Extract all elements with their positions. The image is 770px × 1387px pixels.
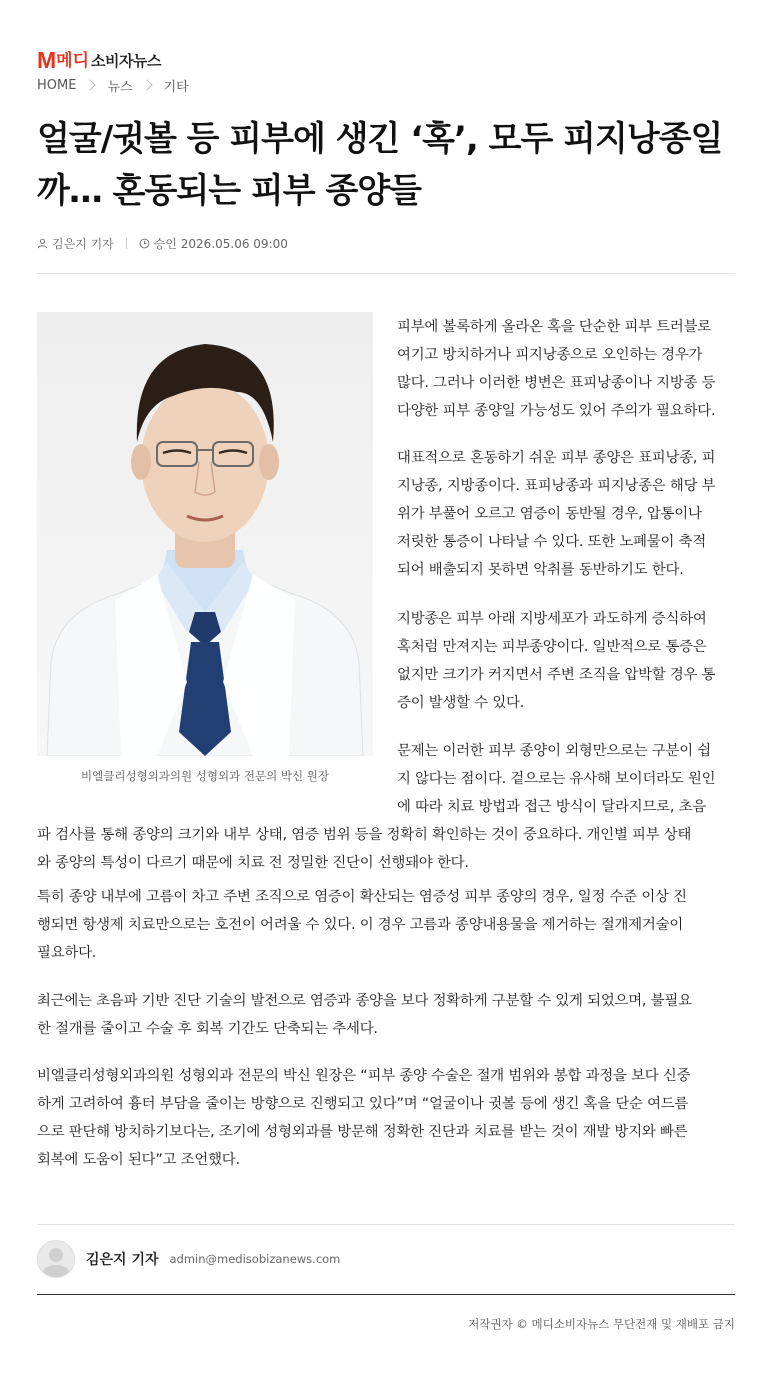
avatar bbox=[37, 1240, 75, 1278]
text-line: 저릿한 통증이 나타날 수 있다. 또한 노폐물이 축적 bbox=[397, 534, 707, 550]
text-line: 피부에 볼록하게 올라온 혹을 단순한 피부 트러블로 bbox=[397, 319, 711, 335]
text-line: 회복에 도움이 된다”고 조언했다. bbox=[37, 1152, 240, 1168]
chevron-right-icon bbox=[141, 79, 152, 90]
text-line: 와 종양의 특성이 다르기 때문에 치료 전 정밀한 진단이 선행돼야 한다. bbox=[37, 855, 469, 871]
paragraph-1 bbox=[397, 313, 715, 425]
person-icon bbox=[37, 238, 48, 249]
paragraph-3 bbox=[397, 605, 715, 717]
text-line: 많다. 그러나 이러한 병변은 표피낭종이나 지방종 등 bbox=[397, 375, 716, 391]
reporter-name[interactable]: 김은지 기자 bbox=[52, 236, 114, 251]
paragraph-6 bbox=[37, 987, 692, 1043]
logo-brand: 메디 bbox=[56, 51, 90, 71]
text-line: 으로 판단해 방치하기보다는, 조기에 성형외과를 방문해 정확한 진단과 치료를 받는 것이 재발 방지와 빠른 bbox=[37, 1124, 688, 1140]
text-line: 하게 고려하여 흉터 부담을 줄이는 방향으로 진행되고 있다”며 “얼굴이나 귓볼 등에 생긴 혹을 단순 여드름 bbox=[37, 1096, 689, 1112]
paragraph-4 bbox=[397, 737, 715, 821]
breadcrumb-home[interactable]: HOME bbox=[37, 77, 77, 93]
text-line: 필요하다. bbox=[37, 945, 97, 961]
text-line: 위가 부풀어 오르고 염증이 동반될 경우, 압통이나 bbox=[397, 506, 702, 522]
text-line: 증이 발생할 수 있다. bbox=[397, 695, 525, 711]
meta-divider bbox=[126, 238, 127, 249]
breadcrumb-etc[interactable]: 기타 bbox=[163, 79, 189, 95]
text-line: 되어 배출되지 못하면 악취를 동반하기도 한다. bbox=[397, 562, 684, 578]
photo-caption: 비엘클리성형외과의원 성형외과 전문의 박신 원장 bbox=[81, 769, 329, 783]
text-line: 에 따라 치료 방법과 접근 방식이 달라지므로, 초음 bbox=[397, 799, 707, 815]
text-line: 다양한 피부 종양일 가능성도 있어 주의가 필요하다. bbox=[397, 403, 716, 419]
text-line: 혹처럼 만져지는 피부종양이다. 일반적으로 통증은 bbox=[397, 639, 707, 655]
paragraph-4-continued bbox=[37, 821, 691, 877]
text-line: 최근에는 초음파 기반 진단 기술의 발전으로 염증과 종양을 보다 정확하게 구분할 수 있게 되었으며, 불필요 bbox=[37, 993, 692, 1009]
logo-mark: M bbox=[37, 47, 56, 73]
logo-subtitle: 소비자뉴스 bbox=[91, 52, 161, 70]
divider bbox=[37, 1224, 735, 1225]
text-line: 대표적으로 혼동하기 쉬운 피부 종양은 표피낭종, 피 bbox=[397, 450, 716, 466]
clock-icon bbox=[139, 238, 150, 249]
text-line: 파 검사를 통해 종양의 크기와 내부 상태, 염증 범위 등을 정확히 확인하는 것이 중요하다. 개인별 피부 상태 bbox=[37, 827, 692, 843]
copyright-notice: 저작권자 © 메디소비자뉴스 무단전재 및 재배포 금지 bbox=[468, 1317, 735, 1331]
author-name[interactable]: 김은지 기자 bbox=[86, 1252, 159, 1268]
author-box bbox=[37, 1240, 340, 1278]
article-title bbox=[37, 113, 735, 217]
doctor-photo bbox=[37, 312, 373, 756]
text-line: 한 절개를 줄이고 수술 후 회복 기간도 단축되는 추세다. bbox=[37, 1021, 378, 1037]
breadcrumb bbox=[37, 76, 189, 94]
paragraph-7 bbox=[37, 1062, 690, 1174]
text-line: 지 않다는 점이다. 겉으로는 유사해 보이더라도 원인 bbox=[397, 771, 716, 787]
author-email[interactable]: admin@medisobizanews.com bbox=[169, 1252, 341, 1266]
text-line: 지방종은 피부 아래 지방세포가 과도하게 증식하여 bbox=[397, 611, 707, 627]
divider bbox=[37, 273, 735, 274]
person-icon bbox=[38, 1241, 74, 1277]
chevron-right-icon bbox=[85, 79, 96, 90]
text-line: 행되면 항생제 치료만으로는 호전이 어려울 수 있다. 이 경우 고름과 종양내용물을 제거하는 절개제거술이 bbox=[37, 917, 684, 933]
article-title-line-1: 얼굴/귓볼 등 피부에 생긴 ‘혹’, 모두 피지낭종일 bbox=[37, 119, 723, 159]
text-line: 특히 종양 내부에 고름이 차고 주변 조직으로 염증이 확산되는 염증성 피부 종양의 경우, 일정 수준 이상 진 bbox=[37, 889, 687, 905]
paragraph-5 bbox=[37, 883, 687, 967]
breadcrumb-news[interactable]: 뉴스 bbox=[107, 79, 133, 95]
article-title-line-2: 까… 혼동되는 피부 종양들 bbox=[37, 171, 421, 211]
text-line: 지낭종, 지방종이다. 표피낭종과 피지낭종은 해당 부 bbox=[397, 478, 716, 494]
text-line: 문제는 이러한 피부 종양이 외형만으로는 구분이 쉽 bbox=[397, 743, 711, 759]
article-meta bbox=[37, 234, 288, 252]
paragraph-2 bbox=[397, 444, 715, 584]
text-line: 없지만 크기가 커지면서 주변 조직을 압박할 경우 통 bbox=[397, 667, 716, 683]
site-logo[interactable] bbox=[37, 47, 161, 71]
divider bbox=[37, 1294, 735, 1295]
text-line: 여기고 방치하거나 피지낭종으로 오인하는 경우가 bbox=[397, 347, 703, 363]
text-line: 비엘클리성형외과의원 성형외과 전문의 박신 원장은 “피부 종양 수술은 절개 범위와 봉합 과정을 보다 신중 bbox=[37, 1068, 691, 1084]
approved-date: 승인 2026.05.06 09:00 bbox=[153, 236, 288, 251]
